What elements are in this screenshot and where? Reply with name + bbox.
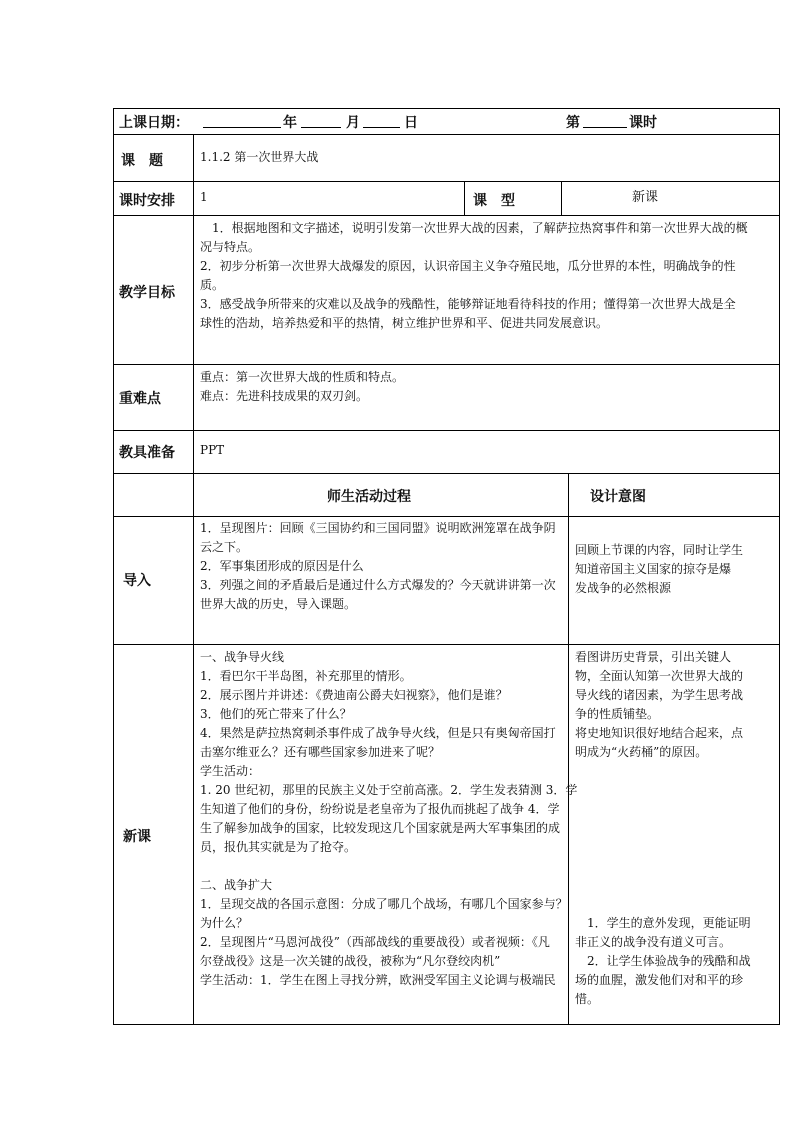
intro-intent-line: 回顾上节课的内容，同时让学生 — [575, 543, 744, 557]
new-lesson-label: 新课 — [123, 829, 151, 845]
date-year-blank — [203, 113, 281, 128]
key-point-line: 重点：第一次世界大战的性质和特点。 — [200, 370, 405, 384]
new-lesson-process-line: 1．呈现交战的各国示意图：分成了哪几个战场，有哪几个国家参与？ — [200, 897, 568, 911]
goals-line: 球性的浩劫，培养热爱和平的热情，树立维护世界和平、促进共同发展意识。 — [200, 316, 609, 330]
topic-value: 1.1.2 第一次世界大战 — [200, 150, 319, 164]
row-divider — [113, 473, 780, 474]
new-lesson-process-line: 二、战争扩大 — [200, 878, 273, 892]
new-lesson-intent-line: 场的血腥，激发他们对和平的珍 — [575, 973, 744, 987]
new-lesson-intent-line: 2．让学生体验战争的残酷和战 — [575, 954, 751, 968]
intro-process-line: 云之下。 — [200, 540, 249, 554]
new-lesson-intent-line: 看图讲历史背景，引出关键人 — [575, 650, 732, 664]
new-lesson-intent-line: 明成为“火药桶”的原因。 — [575, 745, 708, 759]
row-divider — [113, 364, 780, 365]
intro-intent-line: 发战争的必然根源 — [575, 581, 672, 595]
date-month-blank — [301, 113, 341, 128]
new-lesson-intent-b — [575, 914, 751, 1009]
new-lesson-process-line: 1. 20 世纪初，那里的民族主义处于空前高涨。2．学生发表猜测 3．学 — [200, 783, 578, 797]
row-divider — [113, 134, 780, 135]
goals-line: 2．初步分析第一次世界大战爆发的原因，认识帝国主义争夺殖民地，瓜分世界的本性，明确战争的性 — [200, 259, 736, 273]
type-value: 新课 — [632, 190, 659, 205]
row-divider — [113, 215, 780, 216]
column-divider — [464, 181, 465, 215]
row-divider — [113, 644, 780, 645]
goals-line: 况与特点。 — [200, 240, 261, 254]
new-lesson-process-line: 一、战争导火线 — [200, 650, 285, 664]
key-points-label: 重难点 — [119, 391, 161, 407]
tools-label: 教具准备 — [119, 445, 175, 461]
goals-line: 1．根据地图和文字描述，说明引发第一次世界大战的因素，了解萨拉热窝事件和第一次世界大战的概 — [200, 221, 748, 235]
lesson-suffix: 课时 — [629, 115, 657, 131]
key-point-line: 难点：先进科技成果的双刃剑。 — [200, 389, 369, 403]
day-label: 日 — [404, 115, 418, 131]
schedule-label: 课时安排 — [119, 193, 175, 209]
intro-process-line: 1．呈现图片：回顾《三国协约和三国同盟》说明欧洲笼罩在战争阴 — [200, 521, 556, 535]
new-lesson-intent-line: 物，全面认知第一次世界大战的 — [575, 669, 744, 683]
goals-line: 质。 — [200, 278, 225, 292]
type-label: 课 型 — [473, 193, 515, 209]
topic-label: 课 题 — [121, 153, 163, 169]
date-day-blank — [363, 113, 400, 128]
new-lesson-intent-a — [575, 648, 743, 762]
goals-line: 3．感受战争所带来的灾难以及战争的残酷性，能够辩证地看待科技的作用；懂得第一次世界大战是全 — [200, 297, 736, 311]
intent-column-header: 设计意图 — [590, 489, 646, 505]
new-lesson-process-text — [200, 648, 577, 990]
row-divider — [113, 516, 780, 517]
intro-intent-text — [575, 541, 743, 598]
date-label: 上课日期： — [119, 115, 189, 131]
key-points-text — [200, 368, 404, 406]
lesson-number-blank — [583, 113, 627, 128]
intro-process-line: 2．军事集团形成的原因是什么 — [200, 559, 364, 573]
schedule-value: 1 — [200, 190, 208, 204]
row-divider — [113, 430, 780, 431]
new-lesson-intent-line: 将史地知识很好地结合起来，点 — [575, 726, 744, 740]
year-label: 年 — [283, 115, 297, 131]
intro-process-line: 世界大战的历史，导入课题。 — [200, 597, 357, 611]
new-lesson-intent-line: 1．学生的意外发现，更能证明 — [575, 916, 751, 930]
row-divider — [113, 181, 780, 182]
new-lesson-intent-line: 争的性质铺垫。 — [575, 707, 660, 721]
new-lesson-process-line — [200, 857, 577, 876]
new-lesson-process-line: 学生活动： — [200, 764, 261, 778]
new-lesson-intent-line: 非正义的战争没有道义可言。 — [575, 935, 732, 949]
new-lesson-process-line: 尔登战役》这是一次关键的战役，被称为“凡尔登绞肉机” — [200, 954, 501, 968]
new-lesson-process-line: 为什么？ — [200, 916, 249, 930]
new-lesson-process-line: 3．他们的死亡带来了什么？ — [200, 707, 352, 721]
goals-text — [200, 219, 748, 333]
new-lesson-process-line: 2．呈现图片“马恩河战役”（西部战线的重要战役）或者视频：《凡 — [200, 935, 550, 949]
label-column-divider — [193, 134, 194, 1025]
intro-label: 导入 — [123, 573, 151, 589]
new-lesson-process-line: 1．看巴尔干半岛图，补充那里的情形。 — [200, 669, 412, 683]
new-lesson-process-line: 4．果然是萨拉热窝刺杀事件成了战争导火线，但是只有奥匈帝国打 — [200, 726, 556, 740]
tools-value: PPT — [200, 443, 225, 457]
process-column-header: 师生活动过程 — [327, 489, 411, 505]
new-lesson-intent-line: 导火线的诸因素，为学生思考战 — [575, 688, 744, 702]
lesson-prefix: 第 — [566, 115, 580, 131]
month-label: 月 — [346, 115, 360, 131]
intro-process-text — [200, 519, 556, 614]
new-lesson-process-line: 生了解参加战争的国家，比较发现这几个国家就是两大军事集团的成 — [200, 821, 561, 835]
new-lesson-intent-line: 惜。 — [575, 992, 600, 1006]
intro-process-line: 3．列强之间的矛盾最后是通过什么方式爆发的？今天就讲讲第一次 — [200, 578, 556, 592]
new-lesson-process-line: 击塞尔维亚么？还有哪些国家参加进来了呢？ — [200, 745, 441, 759]
new-lesson-process-line: 学生活动：1．学生在图上寻找分辨，欧洲受军国主义论调与极端民 — [200, 973, 556, 987]
goals-label: 教学目标 — [119, 285, 175, 301]
intro-intent-line: 知道帝国主义国家的掠夺是爆 — [575, 562, 732, 576]
new-lesson-process-line: 生知道了他们的身份，纷纷说是老皇帝为了报仇而挑起了战争 4．学 — [200, 802, 560, 816]
new-lesson-process-line: 员，报仇其实就是为了抢夺。 — [200, 840, 357, 854]
new-lesson-process-line: 2．展示图片并讲述：《费迪南公爵夫妇视察》，他们是谁？ — [200, 688, 508, 702]
column-divider — [561, 181, 562, 215]
